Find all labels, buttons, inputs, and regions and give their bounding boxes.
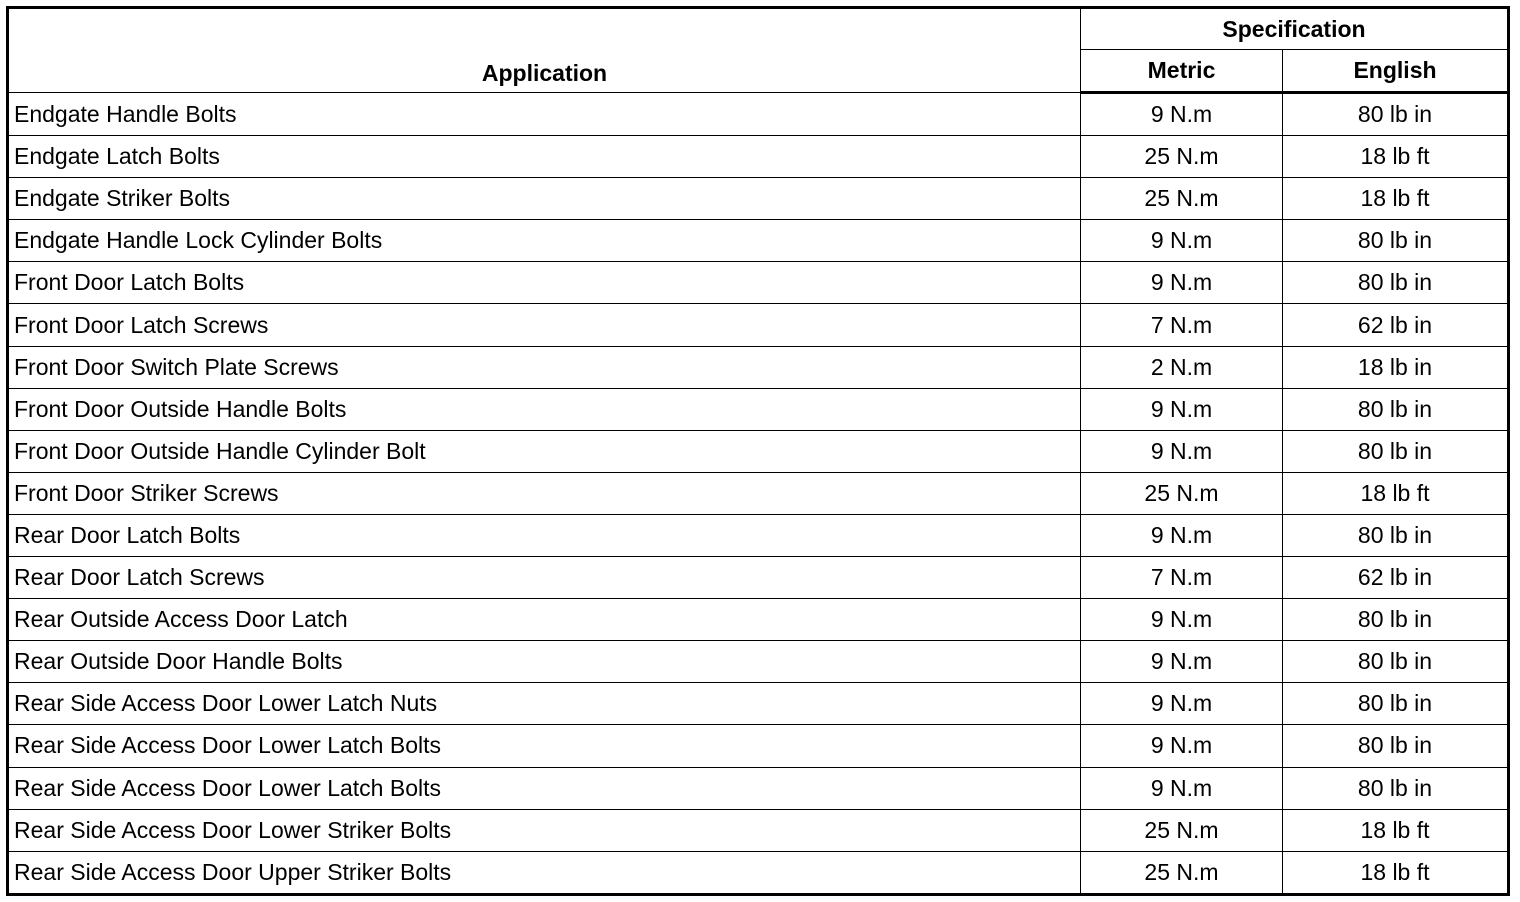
application-column-header: Application [8,8,1081,93]
table-row [8,683,1509,725]
specification-column-header: Specification [1081,8,1509,50]
application-cell: Front Door Latch Bolts [8,262,1081,304]
application-cell: Rear Side Access Door Upper Striker Bolts [8,851,1081,894]
table-header [8,8,1509,93]
metric-cell: 7 N.m [1081,304,1283,346]
english-cell: 18 lb in [1283,346,1509,388]
english-cell: 62 lb in [1283,304,1509,346]
metric-cell: 25 N.m [1081,851,1283,894]
table-row [8,557,1509,599]
metric-cell: 25 N.m [1081,136,1283,178]
metric-cell: 9 N.m [1081,599,1283,641]
metric-cell: 9 N.m [1081,93,1283,136]
application-cell: Rear Side Access Door Lower Latch Bolts [8,767,1081,809]
english-cell: 80 lb in [1283,599,1509,641]
table-row [8,514,1509,556]
english-cell: 80 lb in [1283,93,1509,136]
english-cell: 18 lb ft [1283,809,1509,851]
metric-cell: 7 N.m [1081,557,1283,599]
english-cell: 80 lb in [1283,388,1509,430]
table-row [8,851,1509,894]
english-column-header: English [1283,50,1509,93]
metric-cell: 9 N.m [1081,641,1283,683]
application-cell: Rear Side Access Door Lower Striker Bolts [8,809,1081,851]
table-row [8,809,1509,851]
english-cell: 80 lb in [1283,430,1509,472]
table-row [8,725,1509,767]
table-row [8,93,1509,136]
table-row [8,136,1509,178]
application-cell: Front Door Outside Handle Cylinder Bolt [8,430,1081,472]
table-row [8,178,1509,220]
metric-cell: 25 N.m [1081,178,1283,220]
metric-cell: 9 N.m [1081,430,1283,472]
metric-cell: 9 N.m [1081,725,1283,767]
metric-cell: 9 N.m [1081,514,1283,556]
metric-cell: 2 N.m [1081,346,1283,388]
metric-cell: 25 N.m [1081,809,1283,851]
application-cell: Rear Side Access Door Lower Latch Bolts [8,725,1081,767]
application-cell: Rear Outside Door Handle Bolts [8,641,1081,683]
english-cell: 80 lb in [1283,683,1509,725]
application-cell: Front Door Latch Screws [8,304,1081,346]
english-cell: 80 lb in [1283,641,1509,683]
header-row-top [8,8,1509,50]
metric-column-header: Metric [1081,50,1283,93]
application-cell: Front Door Striker Screws [8,472,1081,514]
english-cell: 18 lb ft [1283,472,1509,514]
application-cell: Endgate Handle Lock Cylinder Bolts [8,220,1081,262]
application-cell: Rear Outside Access Door Latch [8,599,1081,641]
application-cell: Endgate Latch Bolts [8,136,1081,178]
application-cell: Front Door Switch Plate Screws [8,346,1081,388]
metric-cell: 9 N.m [1081,683,1283,725]
application-cell: Rear Side Access Door Lower Latch Nuts [8,683,1081,725]
english-cell: 80 lb in [1283,767,1509,809]
english-cell: 80 lb in [1283,514,1509,556]
table-row [8,304,1509,346]
metric-cell: 25 N.m [1081,472,1283,514]
application-cell: Rear Door Latch Screws [8,557,1081,599]
table-row [8,388,1509,430]
english-cell: 18 lb ft [1283,178,1509,220]
application-cell: Endgate Handle Bolts [8,93,1081,136]
english-cell: 80 lb in [1283,262,1509,304]
table-row [8,472,1509,514]
english-cell: 18 lb ft [1283,136,1509,178]
table-row [8,641,1509,683]
metric-cell: 9 N.m [1081,767,1283,809]
table-row [8,262,1509,304]
application-cell: Endgate Striker Bolts [8,178,1081,220]
application-cell: Rear Door Latch Bolts [8,514,1081,556]
english-cell: 80 lb in [1283,220,1509,262]
metric-cell: 9 N.m [1081,262,1283,304]
table-row [8,430,1509,472]
english-cell: 18 lb ft [1283,851,1509,894]
table-row [8,599,1509,641]
metric-cell: 9 N.m [1081,388,1283,430]
table-body [8,93,1509,895]
table-row [8,767,1509,809]
metric-cell: 9 N.m [1081,220,1283,262]
english-cell: 62 lb in [1283,557,1509,599]
fastener-specification-table [6,6,1510,896]
application-cell: Front Door Outside Handle Bolts [8,388,1081,430]
table-row [8,346,1509,388]
table-row [8,220,1509,262]
english-cell: 80 lb in [1283,725,1509,767]
